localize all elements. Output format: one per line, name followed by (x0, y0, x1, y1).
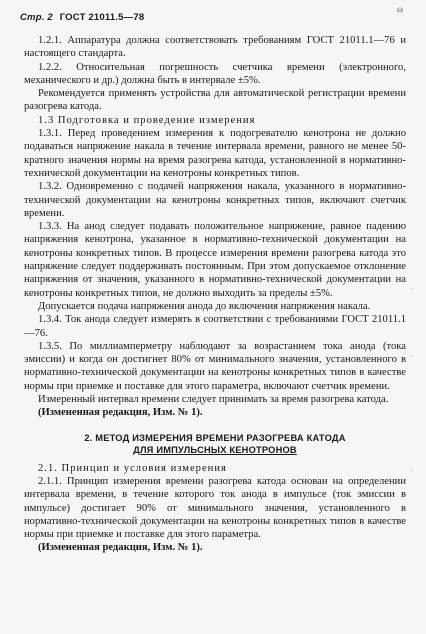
paragraph-measured-interval: Измеренный интервал времени следует принимать за время разогрева катода. (38, 394, 389, 406)
corner-mark: ω (397, 4, 403, 14)
standard-number: ГОСТ 21011.5—78 (59, 12, 145, 23)
amendment-note: (Измененная редакция, Изм. № 1). (38, 542, 203, 554)
section-2-title (24, 432, 406, 456)
paragraph-anode-allowance: Допускается подача напряжения анода до включения напряжения накала. (38, 300, 371, 312)
paragraph-1-3-4: 1.3.4. Ток анода следует измерять в соответствии с требованиями ГОСТ 21011.1—76. (24, 314, 406, 339)
paragraph-1-3-1: 1.3.1. Перед проведением измерения к подогревателю кенотрона не должно подаваться напряжение накала в течение интервала времени, равного не менее 50-кратного значения нормы на время разогрева катода, установленной в нормативно-технической документации на кенотроны конкретных типов. (24, 128, 406, 179)
amendment-note: (Измененная редакция, Изм. № 1). (38, 407, 203, 419)
paragraph-1-2-1: 1.2.1. Аппаратура должна соответствовать требованиям ГОСТ 21011.1—76 и настоящего стандарта. (24, 35, 406, 60)
paragraph-1-2-2: 1.2.2. Относительная погрешность счетчика времени (электронного, механического и др.) должна быть в интервале ±5%. (24, 61, 406, 86)
paragraph-2-1-1: 2.1.1. Принцип измерения времени разогрева катода основан на определении интервала времени, в течение которого ток анода в импульсе (ток эмиссии в импульсе) достигает 90% от минимального значения, установленного в нормативно-технической документации на кенотроны конкретных типов в качестве нормы при приемке и поставке для этого параметра. (24, 475, 406, 541)
paragraph-1-3-5: 1.3.5. По миллиамперметру наблюдают за возрастанием тока анода (тока эмиссии) и когда он достигнет 80% от минимального значения, установленного в нормативно-технической документации на кенотроны конкретных типов в качестве нормы при приемке и поставке для этого параметра, включают счетчик времени. (24, 340, 406, 392)
heading-2-1: 2.1. Принцип и условия измерения (38, 462, 227, 474)
section-2-title-line-2: ДЛЯ ИМПУЛЬСНЫХ КЕНОТРОНОВ (133, 444, 297, 455)
section-2-title-line-1: 2. МЕТОД ИЗМЕРЕНИЯ ВРЕМЕНИ РАЗОГРЕВА КАТОДА (84, 432, 346, 443)
paragraph-1-3-2: 1.3.2. Одновременно с подачей напряжения накала, указанного в нормативно-технической документации на кенотроны конкретных типов, включают счетчик времени. (24, 181, 406, 219)
page-number: Стр. 2 (20, 12, 53, 23)
paragraph-1-3-3: 1.3.3. На анод следует подавать положительное напряжение, равное падению напряжения кенотрона, указанное в нормативно-технической документации на кенотроны конкретных типов. В процессе измерения времени разогрева катода это напряжение следует поддерживать постоянным. При этом допускаемое отклонение напряжения от значения, указанного в нормативно-технической документации на кенотроны конкретных типов, не должно выходить за пределы ±5%. (24, 221, 406, 299)
heading-1-3: 1.3 Подготовка и проведение измерения (38, 114, 256, 126)
document-body (24, 34, 406, 555)
page-header (20, 12, 144, 23)
margin-tick: · (410, 352, 413, 361)
margin-tick: · (410, 466, 413, 475)
margin-tick: · (410, 285, 413, 294)
paragraph-recommendation: Рекомендуется применять устройства для автоматической регистрации времени разогрева катода. (24, 88, 406, 113)
